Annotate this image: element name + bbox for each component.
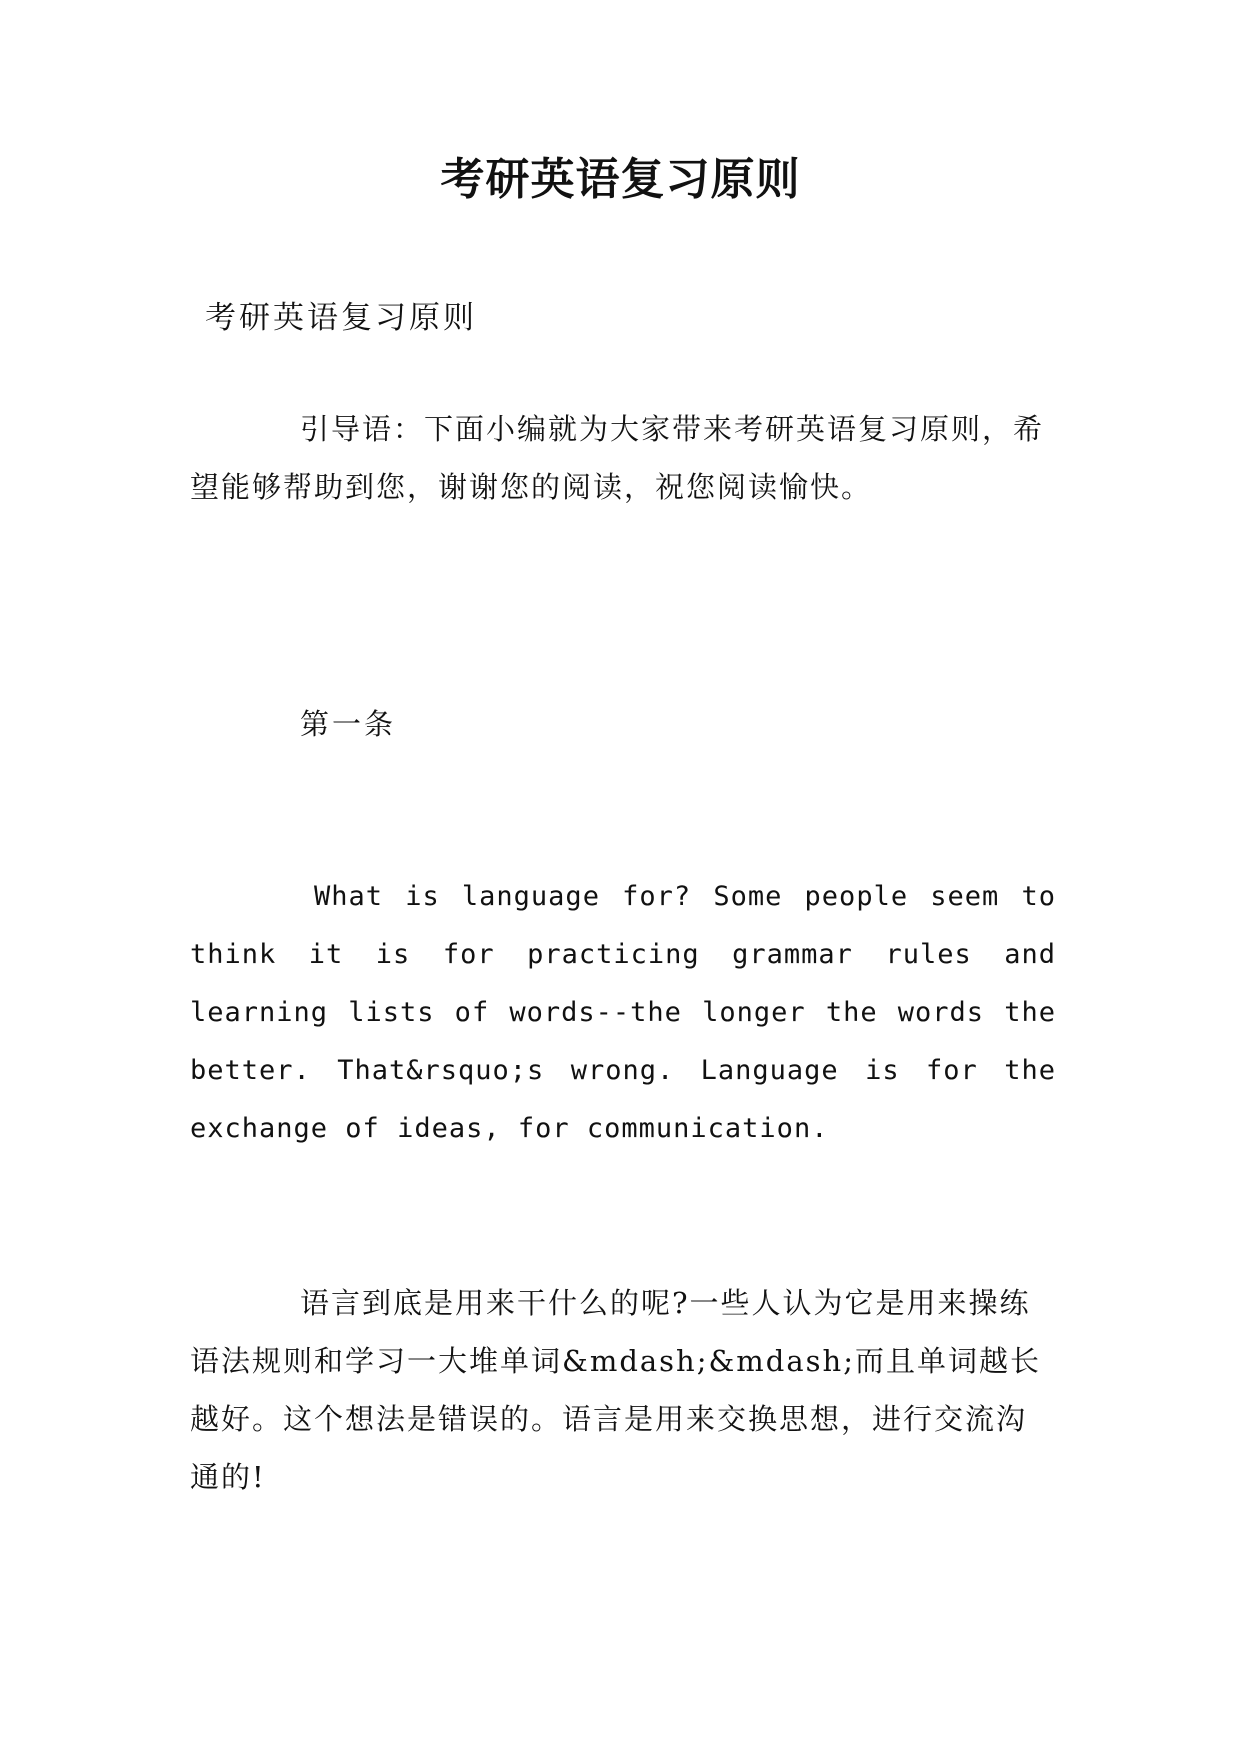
chinese-paragraph: 语言到底是用来干什么的呢?一些人认为它是用来操练语法规则和学习一大堆单词&mdash;&mdash;而且单词越长越好。这个想法是错误的。语言是用来交换思想，进行交流沟通的! — [190, 1286, 1041, 1494]
document-subtitle: 考研英语复习原则 — [205, 300, 477, 336]
section-heading: 第一条 — [300, 707, 397, 741]
document-title: 考研英语复习原则 — [440, 154, 801, 205]
english-paragraph: What is language for? Some people seem to think it is for practicing grammar rules and learning lists of words--the longer the words the better. That&rsquo;s wrong. Language is for the exchange of ideas, for communication. — [190, 881, 1056, 1144]
intro-paragraph: 引导语：下面小编就为大家带来考研英语复习原则，希望能够帮助到您，谢谢您的阅读，祝您阅读愉快。 — [190, 412, 1045, 504]
